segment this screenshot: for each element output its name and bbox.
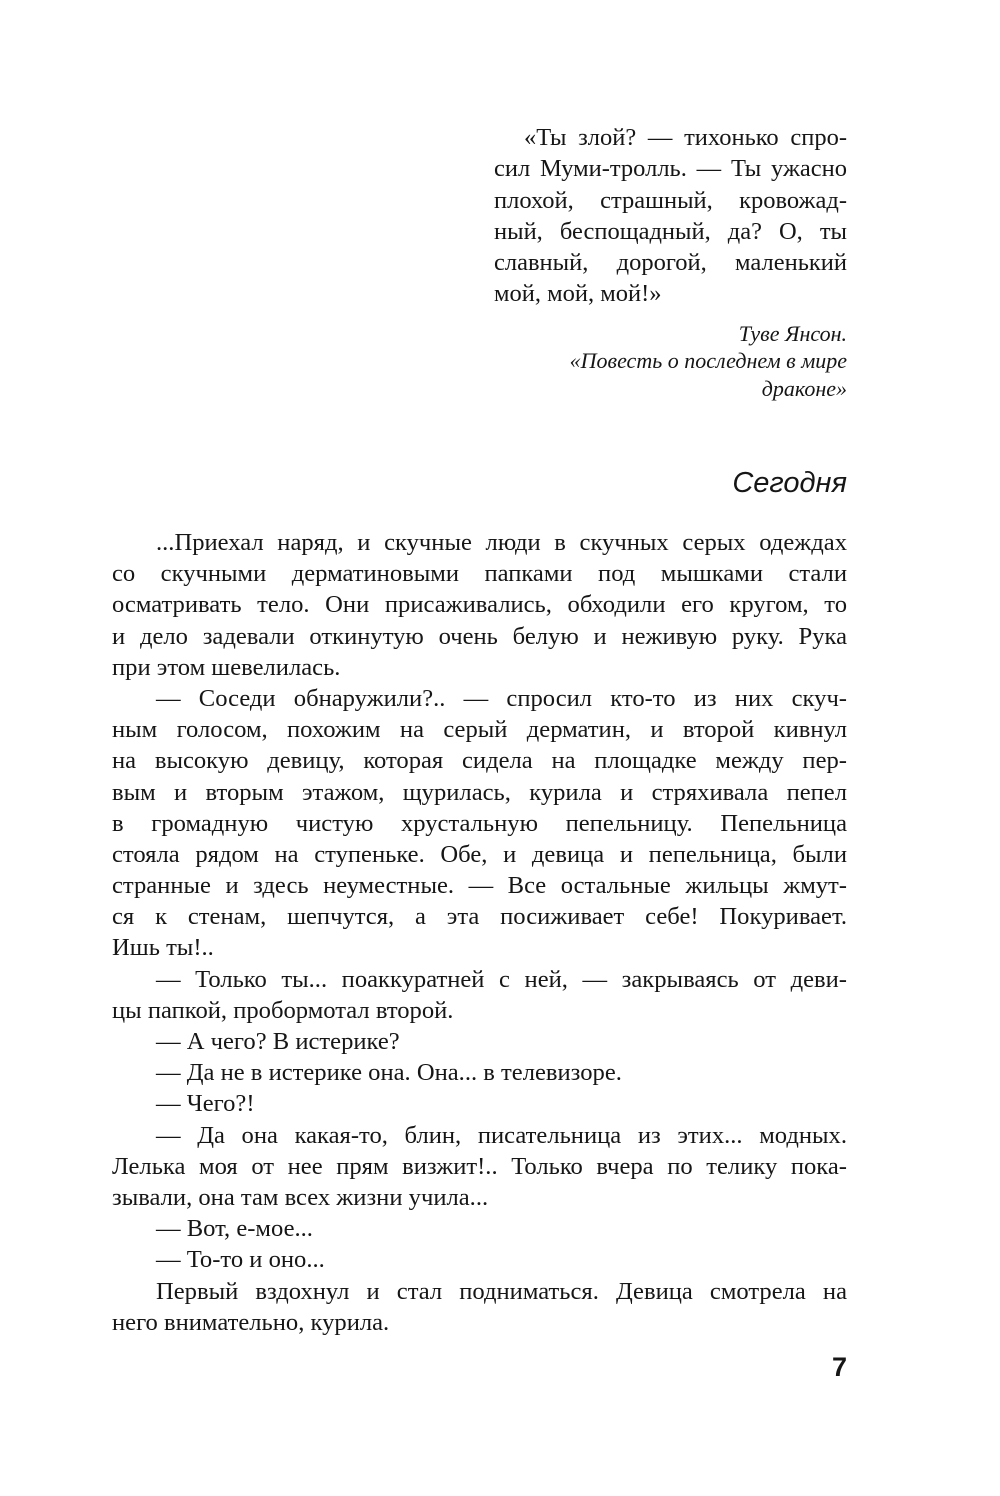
text-line: — Чего?!	[156, 1090, 255, 1118]
text-line: — Да она какая-то, блин, писательница из этих... модных.	[156, 1121, 847, 1149]
epigraph-source-line: «Повесть о последнем в мире	[569, 348, 847, 374]
text-line: при этом шевелилась.	[112, 653, 341, 681]
text-line: со скучными дерматиновыми папками под мышками стали	[112, 560, 847, 588]
text-line: и дело задевали откинутую очень белую и неживую руку. Рука	[112, 622, 847, 650]
epigraph-quote: «Ты злой? — тихонько спросил Муми-тролль. — Ты ужасно плохой, страшный, кровожадный, беспощадный, да? О, ты славный, дорогой, маленький мой, мой, мой!»	[494, 124, 847, 308]
text-line: — Вот, е-мое...	[156, 1215, 313, 1243]
text-line: зывали, она там всех жизни учила...	[112, 1183, 489, 1211]
epigraph	[494, 122, 847, 402]
epigraph-author: Туве Янсон.	[738, 320, 847, 346]
text-line: вым и вторым этажом, щурилась, курила и стряхивала пепел	[112, 778, 847, 806]
text-line: в громадную чистую хрустальную пепельницу. Пепельница	[112, 809, 847, 837]
text-line: — То-то и оно...	[156, 1246, 325, 1274]
text-line: Первый вздохнул и стал подниматься. Девица смотрела на	[156, 1277, 847, 1305]
page-number: 7	[831, 1352, 847, 1382]
text-line: цы папкой, пробормотал второй.	[112, 996, 454, 1024]
text-line: Ишь ты!..	[112, 934, 214, 962]
text-line: стояла рядом на ступеньке. Обе, и девица и пепельница, были	[112, 840, 847, 868]
text-line: на высокую девицу, которая сидела на площадке между пер-	[112, 747, 847, 775]
text-line: осматривать тело. Они присаживались, обходили его кругом, то	[112, 591, 847, 619]
text-line: странные и здесь неуместные. — Все остальные жильцы жмут-	[112, 872, 847, 900]
epigraph-source-line: драконе»	[761, 375, 847, 401]
text-line: — А чего? В истерике?	[156, 1028, 400, 1055]
text-line: ным голосом, похожим на серый дерматин, и второй кивнул	[112, 716, 847, 744]
text-line: — Соседи обнаружили?.. — спросил кто-то из них скуч-	[156, 684, 847, 712]
text-line: Лелька моя от нее прям визжит!.. Только вчера по телику пока-	[112, 1152, 847, 1180]
text-line: ся к стенам, шепчутся, а эта посиживает себе! Покуривает.	[112, 903, 847, 931]
text-line: — Да не в истерике она. Она... в телевизоре.	[156, 1059, 622, 1087]
text-line: — Только ты... поаккуратней с ней, — закрываясь от деви-	[156, 965, 847, 993]
chapter-title: Сегодня	[732, 467, 847, 499]
text-line: ...Приехал наряд, и скучные люди в скучных серых одеждах	[156, 529, 847, 556]
body-text	[112, 527, 847, 1338]
epigraph-attribution	[494, 320, 847, 403]
text-line: него внимательно, курила.	[112, 1308, 390, 1336]
